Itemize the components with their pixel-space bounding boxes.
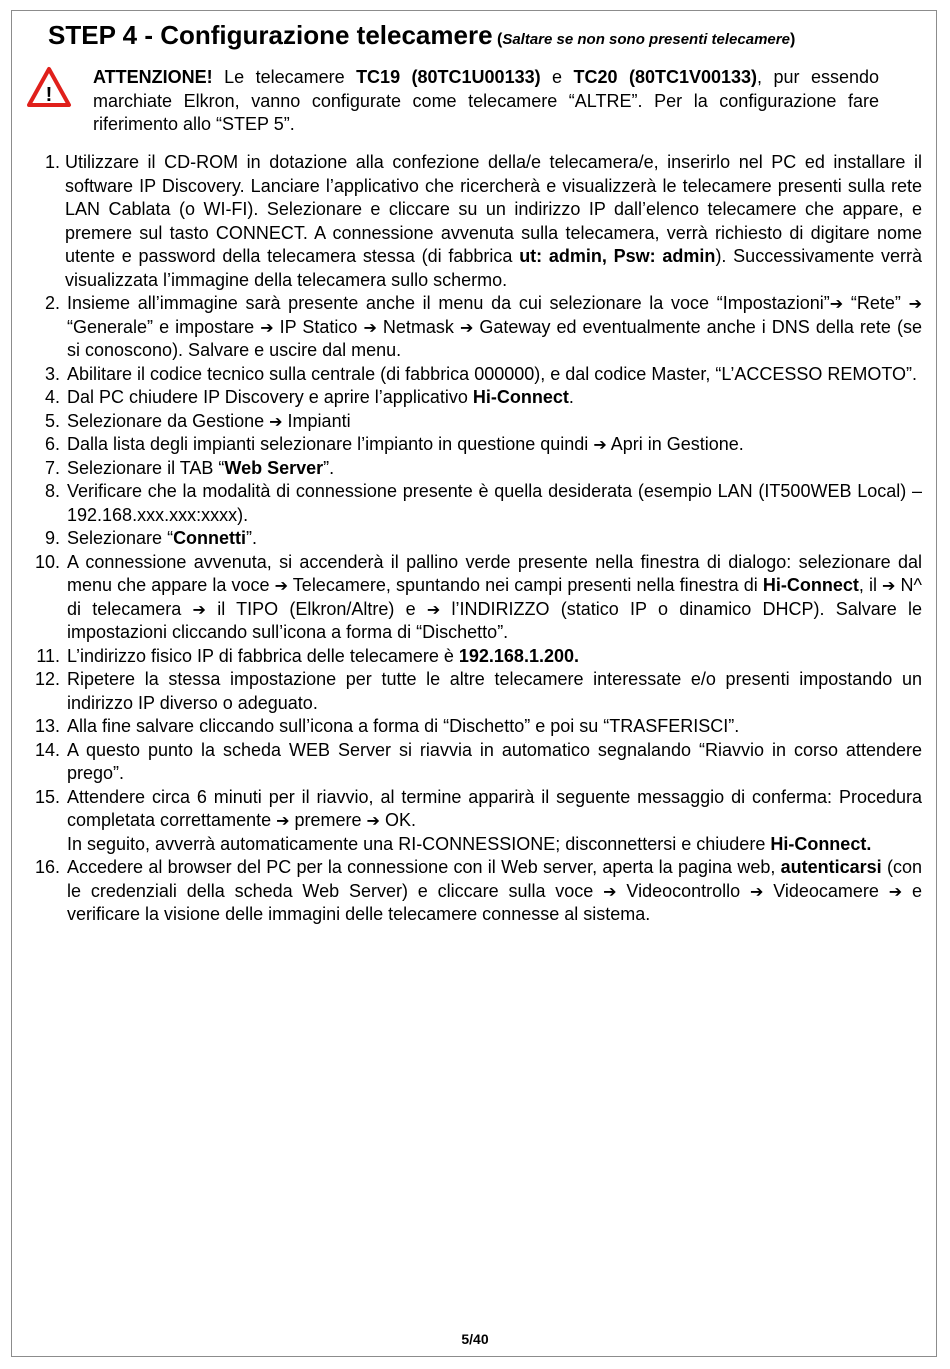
arrow-right-icon: ➔: [426, 599, 441, 619]
arrow-right-icon: ➔: [459, 317, 474, 337]
arrow-right-icon: ➔: [276, 811, 290, 830]
list-item: 7. Selezionare il TAB “Web Server”.: [44, 457, 335, 478]
arrow-right-icon: ➔: [829, 294, 844, 313]
list-item: 5. Selezionare da Gestione ➔ Impianti: [44, 410, 351, 431]
list-item: 16. Accedere al browser del PC per la connessione con il Web server, aperta la pagina web, autenticarsi (con le credenziali della scheda Web Server) e cliccare sulla voce ➔ Videocontrollo ➔ Videocamere ➔ e verificare la visione delle immagini delle telecamere connesse al sistema.: [34, 857, 923, 924]
page-number: 5/40: [461, 1331, 489, 1347]
arrow-right-icon: ➔: [603, 881, 617, 901]
list-item: 6. Dalla lista degli impianti selezionare l’impianto in questione quindi ➔ Apri in Gestione.: [44, 434, 744, 454]
warning-triangle-icon: [26, 66, 72, 108]
list-item: 3. Abilitare il codice tecnico sulla centrale (di fabbrica 000000), e dal codice Master, “L’ACCESSO REMOTO”.: [44, 363, 918, 384]
list-item: 8. Verificare che la modalità di connessione presente è quella desiderata (esempio LAN (IT500WEB Local) – 192.168.xxx.xxx:xxxx).: [44, 481, 922, 525]
list-item: 9. Selezionare “Connetti”.: [44, 528, 258, 548]
arrow-right-icon: ➔: [882, 576, 896, 595]
title-subtitle: (Saltare se non sono presenti telecamere): [497, 31, 796, 48]
arrow-right-icon: ➔: [593, 435, 607, 454]
page-title: [48, 20, 795, 51]
warning-notice: ATTENZIONE! Le telecamere TC19 (80TC1U00133) e TC20 (80TC1V00133), pur essendo marchiate Elkron, vanno configurate come telecamere “ALTRE”. Per la configurazione fare riferimento allo “STEP 5”.: [93, 67, 880, 134]
arrow-right-icon: ➔: [192, 599, 206, 619]
warning-label: ATTENZIONE!: [93, 67, 213, 87]
camera-model-tc20: TC20 (80TC1V00133): [573, 67, 758, 87]
arrow-right-icon: ➔: [888, 881, 903, 901]
steps-list: [24, 151, 922, 927]
list-item: 14. A questo punto la scheda WEB Server si riavvia in automatico segnalando “Riavvio in corso attendere prego”.: [34, 739, 922, 783]
list-item: 12. Ripetere la stessa impostazione per tutte le altre telecamere interessate e/o presenti impostando un indirizzo IP diverso o adeguato.: [34, 669, 922, 713]
list-item: 10. A connessione avvenuta, si accenderà il pallino verde presente nella finestra di dialogo: selezionare dal menu che appare la voce ➔ Telecamere, spuntando nei campi presenti nella finestra di Hi-Connect, il ➔ N^ di telecamera ➔ il TIPO (Elkron/Altre) e ➔ l’INDIRIZZO (statico IP o dinamico DHCP). Salvare le impostazioni cliccando sull’icona a forma di “Dischetto”.: [34, 551, 922, 642]
list-item: 1. Utilizzare il CD-ROM in dotazione alla confezione della/e telecamera/e, inserirlo nel PC ed installare il software IP Discovery. Lanciare l’applicativo che ricercherà e visualizzerà le telecamere presenti sulla rete LAN Cablata (o WI-FI). Selezionare e cliccare su un indirizzo IP dall’elenco telecamere che appare, e premere sul tasto CONNECT. A connessione avvenuta sulla telecamera, verrà richiesto di digitare nome utente e password della telecamera stessa (di fabbrica ut: admin, Psw: admin). Successivamente verrà visualizzata l’immagine della telecamera sullo schermo.: [44, 152, 922, 290]
list-item: 11. L’indirizzo fisico IP di fabbrica delle telecamere è 192.168.1.200.: [36, 645, 579, 666]
list-item: 2. Insieme all’immagine sarà presente anche il menu da cui selezionare la voce “Impostazioni”➔ “Rete” ➔ “Generale” e impostare ➔ IP Statico ➔ Netmask ➔ Gateway ed eventualmente anche i DNS della rete (se si conoscono). Salvare e uscire dal menu.: [44, 293, 922, 360]
title-main: STEP 4 - Configurazione telecamere: [48, 20, 493, 50]
list-item: 15. Attendere circa 6 minuti per il riavvio, al termine apparirà il seguente messaggio di conferma: Procedura completata correttamente ➔ premere ➔ OK. In seguito, avverrà automaticamente una RI-CONNESSIONE; disconnettersi e chiudere Hi-Connect.: [34, 786, 922, 854]
list-item: 13. Alla fine salvare cliccando sull’icona a forma di “Dischetto” e poi su “TRASFERISCI”.: [34, 716, 740, 736]
svg-text:!: !: [45, 84, 53, 106]
list-item: 4. Dal PC chiudere IP Discovery e aprire l’applicativo Hi-Connect.: [44, 387, 574, 407]
arrow-right-icon: ➔: [366, 811, 380, 830]
arrow-right-icon: ➔: [260, 317, 274, 337]
arrow-right-icon: ➔: [908, 294, 922, 313]
arrow-right-icon: ➔: [274, 576, 289, 595]
arrow-right-icon: ➔: [749, 881, 764, 901]
camera-model-tc19: TC19 (80TC1U00133): [356, 67, 541, 87]
arrow-right-icon: ➔: [363, 317, 377, 337]
arrow-right-icon: ➔: [269, 411, 283, 431]
